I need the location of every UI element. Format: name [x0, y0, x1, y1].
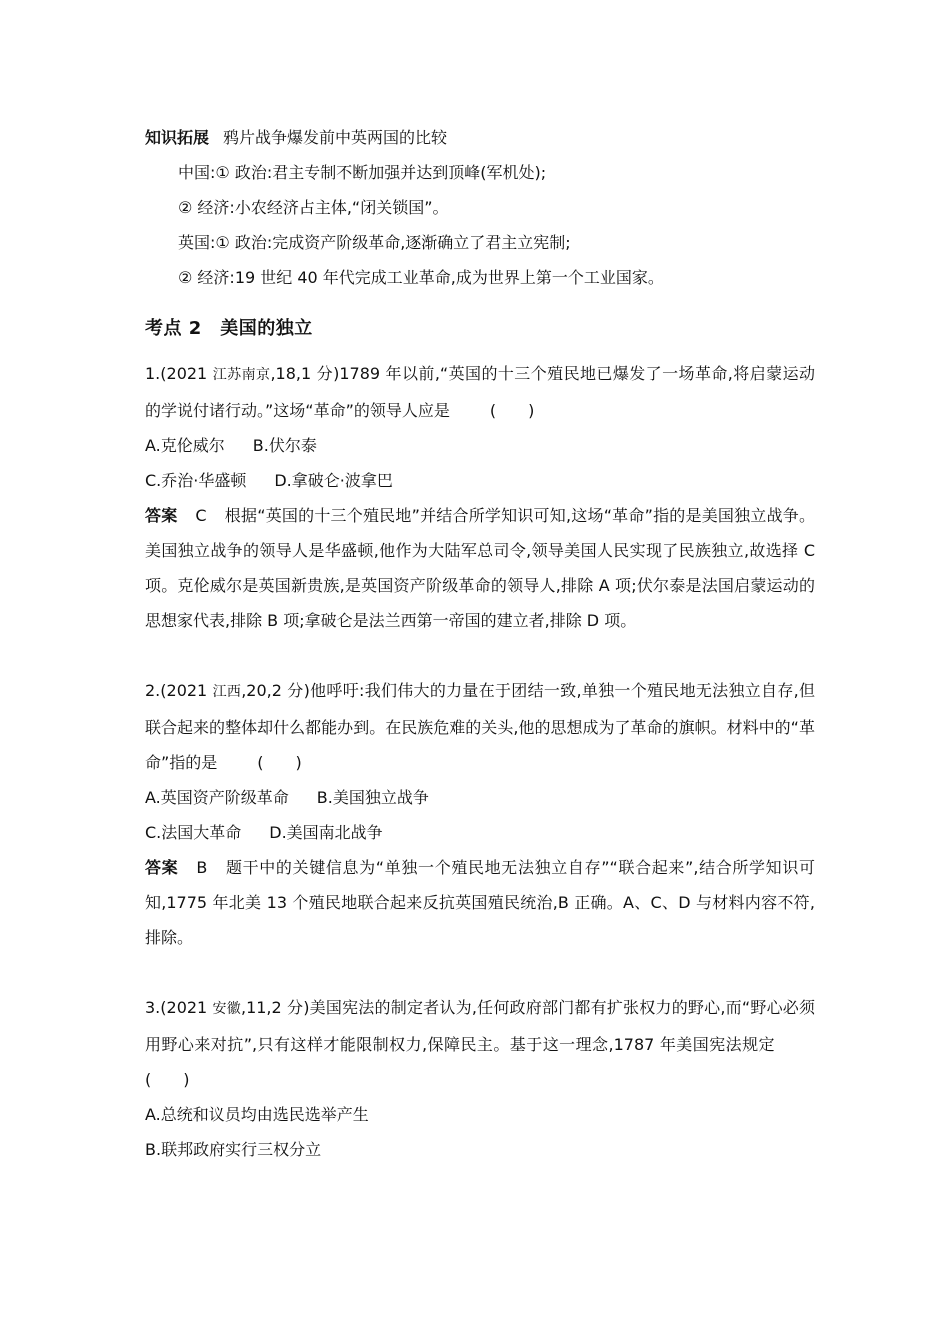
section-title: 考点 2 美国的独立	[145, 318, 313, 339]
knowledge-expansion-tag: 知识拓展	[145, 128, 210, 147]
question-3-option-b: B.联邦政府实行三权分立	[145, 1140, 322, 1159]
question-3-text: 美国宪法的制定者认为,任何政府部门都有扩张权力的野心,而“野心必须用野心来对抗”,只有这样才能限制权力,保障民主。基于这一理念,1787 年美国宪法规定	[145, 998, 815, 1054]
question-1-option-a: A.克伦威尔	[145, 436, 225, 455]
question-1-info: ,18,1 分)	[270, 364, 340, 383]
question-2-answer-letter: B	[196, 858, 208, 877]
question-1-option-c: C.乔治·华盛顿	[145, 471, 247, 490]
question-1-option-b: B.伏尔泰	[252, 436, 317, 455]
question-2-answer	[145, 850, 815, 955]
document-content	[145, 120, 815, 1167]
question-1-number: 1.(	[145, 364, 167, 383]
knowledge-line-britain-politics: 英国:① 政治:完成资产阶级革命,逐渐确立了君主立宪制;	[178, 233, 571, 252]
question-2-option-d: D.美国南北战争	[269, 823, 383, 842]
question-2-option-b: B.美国独立战争	[316, 788, 429, 807]
question-1-answer-tag: 答案	[145, 506, 178, 525]
question-1-year: 2021	[166, 364, 213, 383]
question-3-answer-blank: ( )	[145, 1070, 190, 1089]
question-3-number: 3.(	[145, 998, 167, 1017]
question-2-options-cd	[145, 815, 815, 850]
question-3-source: 安徽	[212, 1001, 241, 1017]
question-3-stem	[145, 990, 815, 1097]
question-2-stem	[145, 673, 815, 780]
question-1-stem	[145, 356, 815, 428]
question-1-options-ab	[145, 428, 815, 463]
question-3-year: 2021	[166, 998, 213, 1017]
question-1-answer	[145, 498, 815, 638]
knowledge-expansion-heading: 鸦片战争爆发前中英两国的比较	[223, 128, 448, 147]
knowledge-line-china-politics: 中国:① 政治:君主专制不断加强并达到顶峰(军机处);	[178, 163, 547, 182]
question-2-text: 他呼吁:我们伟大的力量在于团结一致,单独一个殖民地无法独立自存,但联合起来的整体却什么都能办到。在民族危难的关头,他的思想成为了革命的旗帜。材料中的“革命”指的是	[145, 681, 816, 772]
question-2-number: 2.(	[145, 681, 167, 700]
question-2-answer-blank: ( )	[257, 753, 302, 772]
question-1-answer-letter: C	[195, 506, 207, 525]
question-1-option-d: D.拿破仑·波拿巴	[274, 471, 393, 490]
knowledge-line-britain-economy: ② 经济:19 世纪 40 年代完成工业革命,成为世界上第一个工业国家。	[178, 268, 664, 287]
question-1-text: 1789 年以前,“英国的十三个殖民地已爆发了一场革命,将启蒙运动的学说付诸行动。”这场“革命”的领导人应是	[145, 364, 815, 420]
question-1-answer-blank: ( )	[489, 401, 535, 420]
knowledge-line-china-economy: ② 经济:小农经济占主体,“闭关锁国”。	[178, 198, 449, 217]
question-2-option-c: C.法国大革命	[145, 823, 242, 842]
question-2-info: ,20,2 分)	[241, 681, 310, 700]
question-1-options-cd	[145, 463, 815, 498]
question-1-answer-text: 根据“英国的十三个殖民地”并结合所学知识可知,这场“革命”指的是美国独立战争。美国独立战争的领导人是华盛顿,他作为大陆军总司令,领导美国人民实现了民族独立,故选择 C 项。克伦威尔是英国新贵族,是英国资产阶级革命的领导人,排除 A 项;伏尔泰是法国启蒙运动的思想家代表,排除 B 项;拿破仑是法兰西第一帝国的建立者,排除 D 项。	[145, 506, 815, 630]
question-2-year: 2021	[166, 681, 213, 700]
question-2-option-a: A.英国资产阶级革命	[145, 788, 289, 807]
question-3-info: ,11,2 分)	[240, 998, 310, 1017]
question-2-source: 江西	[212, 684, 242, 700]
question-2-answer-text: 题干中的关键信息为“单独一个殖民地无法独立自存”“联合起来”,结合所学知识可知,1775 年北美 13 个殖民地联合起来反抗英国殖民统治,B 正确。A、C、D 与材料内容不符,排除。	[145, 858, 815, 947]
question-3-option-a: A.总统和议员均由选民选举产生	[145, 1105, 369, 1124]
knowledge-expansion-title	[145, 120, 815, 155]
question-1-source: 江苏南京	[212, 367, 271, 383]
question-2-options-ab	[145, 780, 815, 815]
question-2-answer-tag: 答案	[145, 858, 179, 877]
